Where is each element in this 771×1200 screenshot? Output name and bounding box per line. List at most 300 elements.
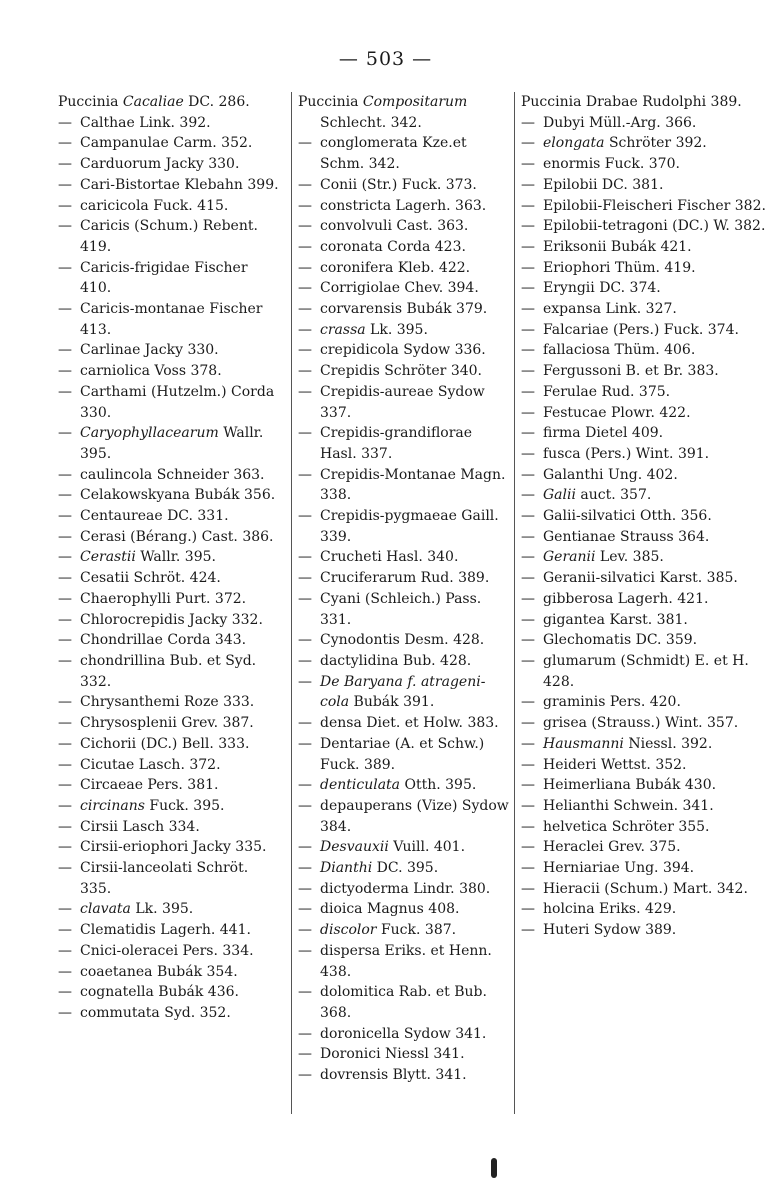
dash-marker: — [521, 135, 535, 152]
species-name-italic: Cerastii [80, 549, 136, 566]
entry-text: dictyoderma Lindr. 380. [320, 880, 491, 897]
index-entry [521, 320, 766, 341]
index-entry [58, 796, 280, 817]
index-entry [521, 837, 766, 858]
dash-marker: — [58, 259, 72, 276]
entry-text: Heraclei Grev. 375. [543, 839, 681, 856]
index-entry [298, 299, 510, 320]
dash-marker: — [58, 694, 72, 711]
dash-marker: — [521, 756, 535, 773]
entry-text: Celakowskyana Bubák 356. [80, 487, 276, 504]
entry-text: fusca (Pers.) Wint. 391. [543, 445, 710, 462]
entry-text: DC. 286. [183, 94, 250, 110]
index-entry [521, 175, 766, 196]
index-entry [298, 506, 510, 547]
dash-marker: — [521, 445, 535, 462]
dash-marker: — [521, 238, 535, 255]
entry-text: grisea (Strauss.) Wint. 357. [543, 715, 739, 732]
index-entry [298, 196, 510, 217]
entry-text: Drabae Rudolphi 389. [585, 94, 742, 110]
entry-text: Hieracii (Schum.) Mart. 342. [543, 880, 748, 897]
dash-marker: — [521, 383, 535, 400]
entry-text: Glechomatis DC. 359. [543, 632, 698, 649]
dash-marker: — [58, 590, 72, 607]
entry-text: firma Dietel 409. [543, 425, 664, 442]
dash-marker: — [58, 342, 72, 359]
index-column-1 [58, 92, 280, 1024]
index-entry [298, 258, 510, 279]
entry-text: Chondrillae Corda 343. [80, 632, 247, 649]
index-entry [58, 962, 280, 983]
index-entry [298, 1044, 510, 1065]
index-entry [521, 133, 766, 154]
entry-text: Lk. 395. [130, 901, 194, 918]
dash-marker: — [58, 301, 72, 318]
index-entry [521, 920, 766, 941]
dash-marker: — [58, 135, 72, 152]
dash-marker: — [298, 238, 312, 255]
entry-text: Clematidis Lagerh. 441. [80, 922, 251, 939]
index-entry [521, 506, 766, 527]
entry-text: graminis Pers. 420. [543, 694, 681, 711]
index-entry [298, 133, 510, 174]
index-entry [58, 175, 280, 196]
entry-text: Fuck. 387. [376, 922, 457, 939]
dash-marker: — [298, 942, 312, 959]
index-entry [521, 651, 766, 692]
species-name-italic: elongata [543, 135, 605, 152]
species-name-italic: discolor [320, 922, 377, 939]
entry-text: Caricis (Schum.) Rebent. 419. [80, 218, 258, 255]
entry-text: enormis Fuck. 370. [543, 156, 680, 173]
entry-text: commutata Syd. 352. [80, 1004, 231, 1021]
index-entry [521, 734, 766, 755]
index-entry [298, 899, 510, 920]
dash-marker: — [298, 590, 312, 607]
index-entry [521, 775, 766, 796]
entry-text: coronata Corda 423. [320, 238, 466, 255]
dash-marker: — [298, 901, 312, 918]
dash-marker: — [58, 218, 72, 235]
dash-marker: — [298, 508, 312, 525]
entry-text: dactylidina Bub. 428. [320, 652, 472, 669]
index-entry [58, 506, 280, 527]
dash-marker: — [521, 549, 535, 566]
dash-marker: — [58, 901, 72, 918]
entry-text: Bubák 391. [349, 694, 435, 711]
index-entry [58, 92, 280, 113]
species-name-italic: Compositarum [362, 94, 468, 110]
dash-marker: — [521, 487, 535, 504]
index-entry [521, 485, 766, 506]
dash-marker: — [298, 1025, 312, 1042]
entry-text: Epilobii-tetragoni (DC.) W. 382. [543, 218, 766, 235]
dash-marker: — [521, 922, 535, 939]
dash-marker: — [521, 901, 535, 918]
index-entry [298, 941, 510, 982]
entry-text: Calthae Link. 392. [80, 114, 211, 131]
index-entry [521, 444, 766, 465]
index-entry [298, 858, 510, 879]
index-entry [58, 465, 280, 486]
dash-marker: — [58, 797, 72, 814]
index-entry [298, 320, 510, 341]
dash-marker: — [58, 963, 72, 980]
index-entry [521, 361, 766, 382]
entry-text: Galii-silvatici Otth. 356. [543, 508, 712, 525]
index-entry [58, 340, 280, 361]
entry-text: conglomerata Kze.et Schm. 342. [320, 135, 467, 173]
index-entry [298, 734, 510, 775]
dash-marker: — [521, 860, 535, 877]
dash-marker: — [58, 715, 72, 732]
index-entry [521, 340, 766, 361]
dash-marker: — [298, 570, 312, 587]
entry-text: Lk. 395. [365, 321, 428, 338]
species-name-italic: Caryophyllacearum [80, 425, 219, 442]
dash-marker: — [58, 383, 72, 400]
entry-text: Chlorocrepidis Jacky 332. [80, 611, 263, 628]
index-entry [58, 568, 280, 589]
dash-marker: — [521, 342, 535, 359]
dash-marker: — [58, 197, 72, 214]
index-entry [521, 796, 766, 817]
dash-marker: — [521, 508, 535, 525]
entry-text: Falcariae (Pers.) Fuck. 374. [543, 321, 739, 338]
entry-text: Caricis-montanae Fischer 413. [80, 301, 263, 338]
dash-marker: — [58, 735, 72, 752]
entry-text: Doronici Niessl 341. [320, 1046, 465, 1063]
dash-marker: — [298, 984, 312, 1001]
index-entry [298, 423, 510, 464]
dash-marker: — [298, 673, 312, 690]
dash-marker: — [298, 777, 312, 794]
index-entry [298, 92, 510, 133]
entry-text: Lev. 385. [595, 549, 664, 566]
index-entry [58, 610, 280, 631]
entry-text: Wallr. 395. [135, 549, 216, 566]
entry-text: Geranii-silvatici Karst. 385. [543, 570, 738, 587]
dash-marker: — [521, 818, 535, 835]
dash-marker: — [298, 259, 312, 276]
index-entry [58, 113, 280, 134]
index-entry [298, 568, 510, 589]
entry-text: convolvuli Cast. 363. [320, 218, 469, 235]
dash-marker: — [521, 632, 535, 649]
entry-text: Eryngii DC. 374. [543, 280, 661, 297]
entry-text: Herniariae Ung. 394. [543, 860, 695, 877]
index-entry [58, 382, 280, 423]
index-entry [521, 154, 766, 175]
dash-marker: — [521, 404, 535, 421]
index-entry [298, 547, 510, 568]
entry-text: Circaeae Pers. 381. [80, 777, 219, 794]
dash-marker: — [298, 632, 312, 649]
dash-marker: — [521, 363, 535, 380]
species-name-italic: Cacaliae [122, 94, 184, 110]
entry-text: dispersa Eriks. et Henn. 438. [320, 942, 492, 980]
index-entry [521, 610, 766, 631]
dash-marker: — [521, 156, 535, 173]
entry-text: crepidicola Sydow 336. [320, 342, 486, 359]
entry-text: Crepidis-grandiflorae Hasl. 337. [320, 425, 473, 462]
dash-marker: — [521, 590, 535, 607]
index-entry [521, 547, 766, 568]
dash-marker: — [58, 508, 72, 525]
index-entry [521, 692, 766, 713]
index-entry [58, 713, 280, 734]
dash-marker: — [521, 466, 535, 483]
entry-text: Dubyi Müll.-Arg. 366. [543, 114, 697, 131]
dash-marker: — [298, 197, 312, 214]
entry-text: coaetanea Bubák 354. [80, 963, 238, 980]
dash-marker: — [58, 466, 72, 483]
index-entry [58, 858, 280, 899]
entry-text: Eriophori Thüm. 419. [543, 259, 696, 276]
entry-text: Cesatii Schröt. 424. [80, 570, 221, 587]
index-entry [521, 196, 766, 217]
index-entry [58, 734, 280, 755]
index-entry [298, 920, 510, 941]
index-entry [521, 258, 766, 279]
species-name-italic: Dianthi [320, 860, 373, 877]
index-entry [298, 589, 510, 630]
index-entry [298, 278, 510, 299]
index-entry [58, 547, 280, 568]
entry-text: DC. 395. [372, 860, 439, 877]
dash-marker: — [298, 342, 312, 359]
index-entry [298, 837, 510, 858]
entry-text: Caricis-frigidae Fischer 410. [80, 259, 248, 297]
index-entry [58, 527, 280, 548]
index-entry [521, 237, 766, 258]
dash-marker: — [298, 715, 312, 732]
entry-text: helvetica Schröter 355. [543, 818, 710, 835]
entry-text: fallaciosa Thüm. 406. [543, 342, 696, 359]
entry-text: constricta Lagerh. 363. [320, 197, 487, 214]
species-name-italic: Galii [543, 487, 576, 504]
index-column-3 [514, 92, 766, 1114]
entry-text: Fuck. 395. [144, 797, 225, 814]
entry-text: Heideri Wettst. 352. [543, 756, 687, 773]
dash-marker: — [58, 984, 72, 1001]
species-name-italic: De Baryana f. atrageni-cola [320, 673, 486, 711]
dash-marker: — [521, 321, 535, 338]
index-entry [298, 879, 510, 900]
entry-text: Epilobii-Fleischeri Fischer 382. [543, 197, 766, 214]
index-entry [521, 423, 766, 444]
dash-marker: — [58, 652, 72, 669]
entry-text: Conii (Str.) Fuck. 373. [320, 176, 477, 193]
dash-marker: — [521, 652, 535, 669]
index-entry [58, 299, 280, 340]
entry-text: Dentariae (A. et Schw.) Fuck. 389. [320, 735, 485, 773]
dash-marker: — [298, 652, 312, 669]
dash-marker: — [298, 135, 312, 152]
dash-marker: — [298, 425, 312, 442]
entry-text: Cruciferarum Rud. 389. [320, 570, 490, 587]
dash-marker: — [298, 839, 312, 856]
genus-name: Puccinia [521, 94, 582, 110]
entry-text: Vuill. 401. [388, 839, 466, 856]
index-entry [521, 713, 766, 734]
entry-text: Crepidis Schröter 340. [320, 363, 482, 380]
index-entry [58, 651, 280, 692]
index-entry [298, 465, 510, 506]
species-name-italic: Hausmanni [543, 735, 624, 752]
genus-name: Puccinia [58, 94, 119, 110]
entry-text: gibberosa Lagerh. 421. [543, 590, 709, 607]
dash-marker: — [521, 839, 535, 856]
dash-marker: — [521, 218, 535, 235]
entry-text: Cerasi (Bérang.) Cast. 386. [80, 528, 274, 545]
dash-marker: — [298, 922, 312, 939]
entry-text: caricicola Fuck. 415. [80, 197, 229, 214]
entry-text: Schröter 392. [604, 135, 707, 152]
dash-marker: — [298, 549, 312, 566]
entry-text: corvarensis Bubák 379. [320, 301, 488, 318]
index-entry [521, 216, 766, 237]
index-entry [58, 941, 280, 962]
dash-marker: — [58, 922, 72, 939]
dash-marker: — [298, 1067, 312, 1084]
entry-text: Crepidis-aureae Sydow 337. [320, 383, 485, 421]
entry-text: holcina Eriks. 429. [543, 901, 677, 918]
entry-text: Cyani (Schleich.) Pass. 331. [320, 590, 482, 628]
index-entry [521, 899, 766, 920]
index-entry [521, 755, 766, 776]
index-entry [58, 817, 280, 838]
dash-marker: — [58, 756, 72, 773]
dash-marker: — [58, 839, 72, 856]
index-entry [58, 154, 280, 175]
dash-marker: — [521, 114, 535, 131]
dash-marker: — [58, 632, 72, 649]
entry-text: Ferulae Rud. 375. [543, 383, 671, 400]
dash-marker: — [521, 280, 535, 297]
dash-marker: — [298, 735, 312, 752]
dash-marker: — [298, 797, 312, 814]
entry-text: Crepidis-pygmaeae Gaill. 339. [320, 508, 499, 545]
entry-text: Schlecht. 342. [320, 114, 422, 131]
dash-marker: — [58, 1004, 72, 1021]
index-entry [521, 568, 766, 589]
index-entry [58, 837, 280, 858]
dash-marker: — [298, 176, 312, 193]
entry-text: Cicutae Lasch. 372. [80, 756, 221, 773]
dash-marker: — [521, 611, 535, 628]
entry-text: densa Diet. et Holw. 383. [320, 715, 499, 732]
dash-marker: — [521, 777, 535, 794]
entry-text: expansa Link. 327. [543, 301, 677, 318]
dash-marker: — [58, 487, 72, 504]
index-entry [58, 899, 280, 920]
entry-text: Gentianae Strauss 364. [543, 528, 710, 545]
entry-text: Cnici-oleracei Pers. 334. [80, 942, 254, 959]
entry-text: chondrillina Bub. et Syd. 332. [80, 652, 257, 690]
index-entry [58, 423, 280, 464]
dash-marker: — [58, 528, 72, 545]
entry-text: glumarum (Schmidt) E. et H. 428. [543, 652, 749, 690]
entry-text: Wallr. 395. [80, 425, 264, 462]
entry-text: auct. 357. [575, 487, 652, 504]
index-entry [58, 775, 280, 796]
dash-marker: — [58, 176, 72, 193]
index-entry [298, 1024, 510, 1045]
entry-text: Festucae Plowr. 422. [543, 404, 691, 421]
entry-text: Heimerliana Bubák 430. [543, 777, 717, 794]
index-entry [58, 133, 280, 154]
dash-marker: — [298, 860, 312, 877]
dash-marker: — [521, 797, 535, 814]
dash-marker: — [58, 860, 72, 877]
dash-marker: — [58, 777, 72, 794]
dash-marker: — [521, 301, 535, 318]
entry-text: depauperans (Vize) Sydow 384. [320, 797, 509, 835]
dash-marker: — [58, 818, 72, 835]
dash-marker: — [521, 880, 535, 897]
entry-text: Huteri Sydow 389. [543, 922, 677, 939]
page-number: — 503 — [338, 48, 433, 70]
dash-marker: — [298, 383, 312, 400]
dash-marker: — [298, 280, 312, 297]
entry-text: Cari-Bistortae Klebahn 399. [80, 176, 279, 193]
index-entry [521, 299, 766, 320]
dash-marker: — [58, 611, 72, 628]
entry-text: Epilobii DC. 381. [543, 176, 664, 193]
dash-marker: — [58, 549, 72, 566]
entry-text: cognatella Bubák 436. [80, 984, 239, 1001]
index-entry [58, 982, 280, 1003]
entry-text: Niessl. 392. [623, 735, 713, 752]
index-entry [521, 278, 766, 299]
entry-text: caulincola Schneider 363. [80, 466, 265, 483]
entry-text: Cirsii-eriophori Jacky 335. [80, 839, 267, 856]
entry-text: Crepidis-Montanae Magn. 338. [320, 466, 506, 504]
index-entry [58, 920, 280, 941]
index-entry [58, 755, 280, 776]
dash-marker: — [58, 942, 72, 959]
entry-text: Carthami (Hutzelm.) Corda 330. [80, 383, 275, 421]
species-name-italic: denticulata [320, 777, 401, 794]
dash-marker: — [58, 570, 72, 587]
species-name-italic: Desvauxii [320, 839, 389, 856]
dash-marker: — [298, 1046, 312, 1063]
entry-text: Helianthi Schwein. 341. [543, 797, 714, 814]
index-entry [58, 1003, 280, 1024]
dash-marker: — [521, 528, 535, 545]
index-entry [58, 630, 280, 651]
index-entry [58, 589, 280, 610]
index-entry [58, 258, 280, 299]
entry-text: Chrysosplenii Grev. 387. [80, 715, 254, 732]
index-entry [521, 879, 766, 900]
ink-blot [491, 1158, 497, 1178]
dash-marker: — [298, 321, 312, 338]
dash-marker: — [521, 570, 535, 587]
dash-marker: — [521, 715, 535, 732]
dash-marker: — [521, 197, 535, 214]
dash-marker: — [58, 425, 72, 442]
genus-name: Puccinia [298, 94, 359, 110]
entry-text: dovrensis Blytt. 341. [320, 1067, 467, 1084]
dash-marker: — [521, 176, 535, 193]
dash-marker: — [58, 114, 72, 131]
index-entry [298, 237, 510, 258]
dash-marker: — [521, 259, 535, 276]
index-entry [58, 361, 280, 382]
dash-marker: — [58, 363, 72, 380]
